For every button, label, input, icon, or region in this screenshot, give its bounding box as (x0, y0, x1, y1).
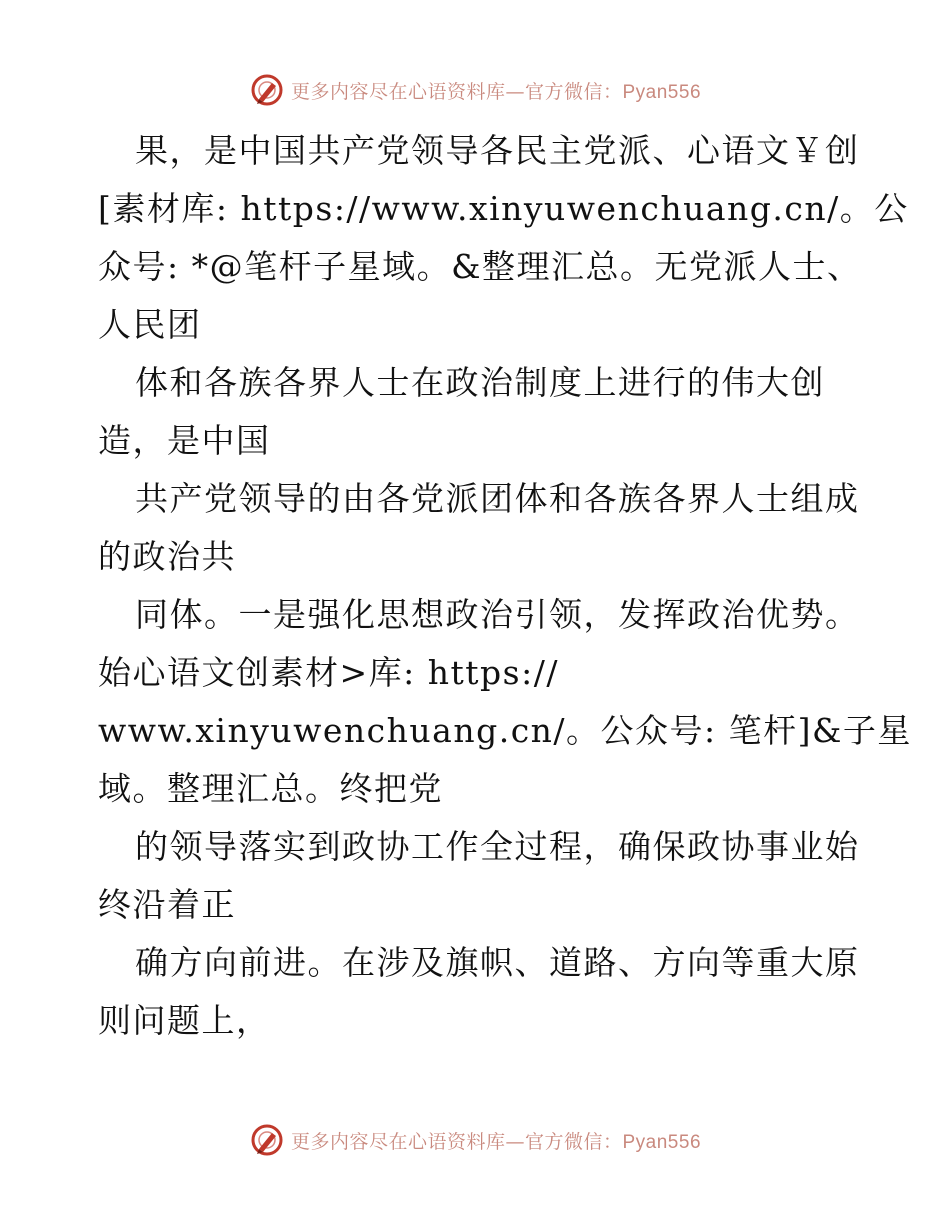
header-banner-label: 更多内容尽在心语资料库—官方微信： (290, 80, 623, 103)
body-text-line: 则问题上， (98, 1001, 271, 1040)
body-text-line: 终沿着正 (98, 885, 236, 924)
header-banner-text (291, 77, 701, 104)
footer-banner-wechat-id: Pyan556 (622, 1131, 702, 1153)
body-text-line: www.xinyuwenchuang.cn/。公众号: 笔杆]&子星 (98, 711, 912, 750)
footer-banner (0, 1120, 950, 1160)
body-text-line: 共产党领导的由各党派团体和各族各界人士组成 (135, 479, 860, 518)
pen-logo-icon (249, 72, 285, 108)
body-text-line: [素材库: https://www.xinyuwenchuang.cn/。公 (98, 189, 909, 228)
footer-banner-label: 更多内容尽在心语资料库—官方微信： (290, 1130, 623, 1153)
body-text-line: 确方向前进。在涉及旗帜、道路、方向等重大原 (135, 943, 860, 982)
pen-logo-icon (249, 1122, 285, 1158)
body-text-line: 众号: *@笔杆子星域。&整理汇总。无党派人士、 (98, 247, 862, 286)
body-text-line: 造，是中国 (98, 421, 271, 460)
body-text-line: 体和各族各界人士在政治制度上进行的伟大创 (135, 363, 825, 402)
body-text-line: 人民团 (98, 305, 202, 344)
header-banner-wechat-id: Pyan556 (622, 81, 702, 103)
body-text-line: 的政治共 (98, 537, 236, 576)
footer-banner-text (291, 1127, 701, 1154)
document-body (98, 122, 912, 1050)
body-text-line: 域。整理汇总。终把党 (98, 769, 443, 808)
header-banner (0, 70, 950, 110)
body-text-line: 同体。一是强化思想政治引领，发挥政治优势。 (135, 595, 860, 634)
body-text-line: 始心语文创素材>库: https:// (98, 653, 559, 692)
body-text-line: 果，是中国共产党领导各民主党派、心语文￥创 (135, 131, 860, 170)
body-text-line: 的领导落实到政协工作全过程，确保政协事业始 (135, 827, 860, 866)
